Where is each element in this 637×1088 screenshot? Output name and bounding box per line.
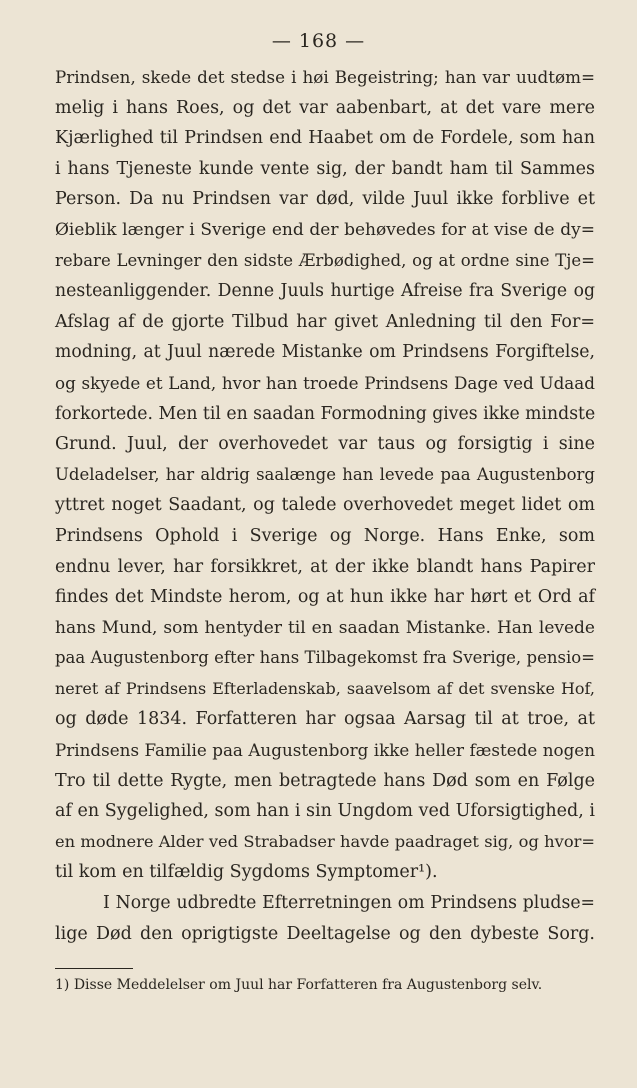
text-line: Prindsen, skede det stedse i høi Begeistring; han var uudtøm= — [55, 67, 595, 87]
text-line: forkortede. Men til en saadan Formodning gives ikke mindste — [55, 403, 596, 424]
text-line: yttret noget Saadant, og talede overhovedet meget lidet om — [55, 495, 595, 516]
text-line: Grund. Juul, der overhovedet var taus og forsigtig i sine — [55, 434, 595, 455]
text-line: Prindsens Familie paa Augustenborg ikke heller fæstede nogen — [55, 740, 595, 761]
body-text — [55, 62, 595, 949]
text-line: endnu lever, har forsikkret, at der ikke blandt hans Papirer — [55, 556, 595, 577]
text-line: Udeladelser, har aldrig saalænge han levede paa Augustenborg — [55, 464, 595, 484]
text-line: Øieblik længer i Sverige end der behøvedes for at vise de dy= — [55, 219, 595, 240]
text-line: i hans Tjeneste kunde vente sig, der bandt ham til Sammes — [55, 158, 595, 179]
text-line: hans Mund, som hentyder til en saadan Mistanke. Han levede — [55, 617, 595, 638]
text-line: findes det Mindste herom, og at hun ikke har hørt et Ord af — [55, 587, 595, 608]
text-line: nesteanliggender. Denne Juuls hurtige Afreise fra Sverige og — [55, 281, 595, 302]
text-line: og døde 1834. Forfatteren har ogsaa Aarsag til at troe, at — [55, 709, 595, 730]
text-line: Afslag af de gjorte Tilbud har givet Anledning til den For= — [55, 311, 595, 332]
text-line: modning, at Juul nærede Mistanke om Prindsens Forgiftelse, — [55, 342, 595, 363]
text-line: til kom en tilfældig Sygdoms Symptomer¹). — [55, 862, 438, 883]
text-line: lige Død den oprigtigste Deeltagelse og den dybeste Sorg. — [55, 923, 595, 944]
text-line: og skyede et Land, hvor han troede Prindsens Dage ved Udaad — [55, 372, 595, 393]
text-line: I Norge udbredte Efterretningen om Prindsens pludse= — [103, 893, 595, 914]
footnote: 1) Disse Meddelelser om Juul har Forfatteren fra Augustenborg selv. — [55, 977, 543, 993]
text-line: Prindsens Ophold i Sverige og Norge. Hans Enke, som — [55, 525, 595, 546]
page-number: — 168 — — [271, 30, 366, 52]
text-line: Person. Da nu Prindsen var død, vilde Juul ikke forblive et — [55, 189, 595, 210]
text-line: rebare Levninger den sidste Ærbødighed, og at ordne sine Tje= — [55, 250, 595, 270]
text-line: af en Sygelighed, som han i sin Ungdom ved Uforsigtighed, i — [55, 801, 595, 822]
text-line: Kjærlighed til Prindsen end Haabet om de Fordele, som han — [55, 128, 595, 149]
text-line: paa Augustenborg efter hans Tilbagekomst fra Sverige, pensio= — [55, 648, 595, 668]
text-line: en modnere Alder ved Strabadser havde paadraget sig, og hvor= — [55, 831, 595, 851]
text-line: melig i hans Roes, og det var aabenbart, at det vare mere — [55, 97, 595, 118]
footnote-divider — [55, 968, 133, 969]
text-line: Tro til dette Rygte, men betragtede hans Død som en Følge — [55, 770, 595, 791]
text-line: neret af Prindsens Efterladenskab, saavelsom af det svenske Hof, — [55, 678, 595, 698]
